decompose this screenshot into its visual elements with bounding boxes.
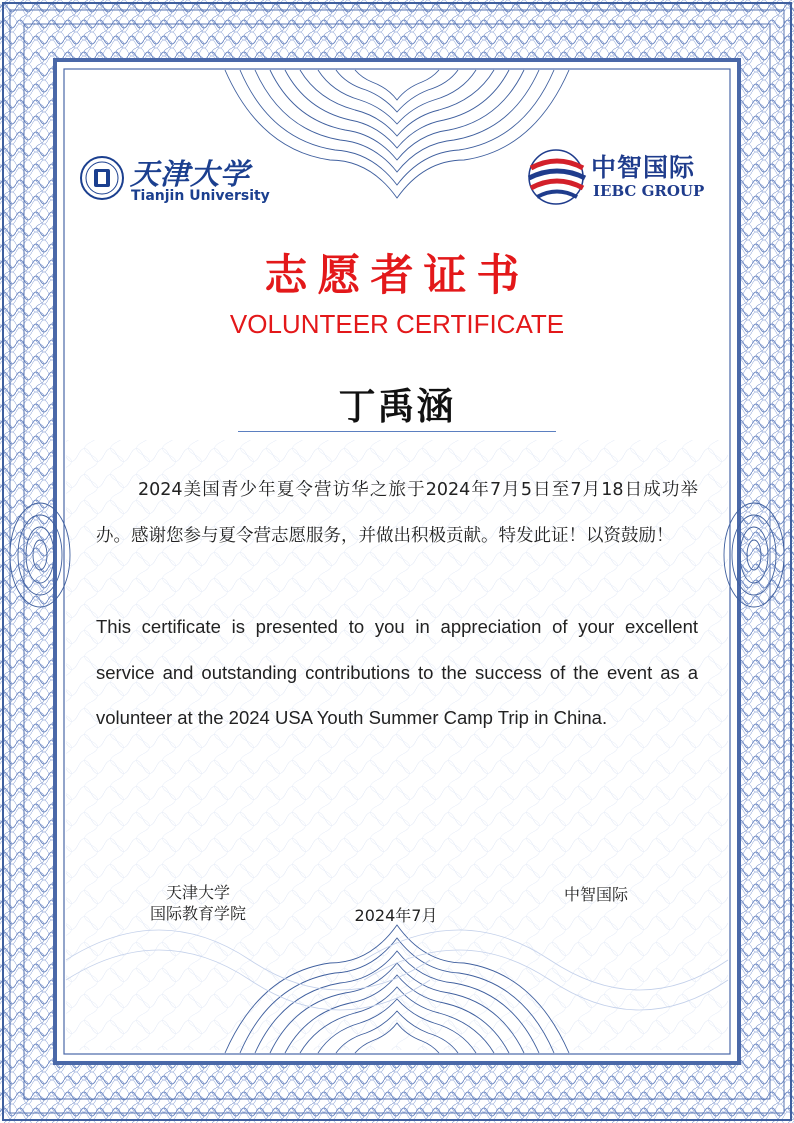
certificate-title-cn: 志愿者证书 bbox=[264, 251, 530, 301]
tianjin-university-logo bbox=[78, 150, 278, 210]
iebc-globe-icon bbox=[527, 148, 587, 206]
name-underline bbox=[238, 431, 556, 432]
certificate-body-en: This certificate is presented to you in appreciation of your excellent service and outstanding contributions to the success of the event as a volunteer at the 2024 USA Youth Summer Camp Trip in China. bbox=[96, 616, 698, 728]
certificate-title-en: VOLUNTEER CERTIFICATE bbox=[229, 309, 565, 339]
certificate-body-cn: 2024美国青少年夏令营访华之旅于2024年7月5日至7月18日成功举办。感谢您参与夏令营志愿服务，并做出积极贡献。特发此证！以资鼓励！ bbox=[96, 480, 698, 546]
signature-left-line1: 天津大学 bbox=[165, 883, 230, 902]
signature-left bbox=[120, 882, 276, 924]
tju-chinese-name: 天津大学 bbox=[130, 157, 251, 191]
iebc-group-logo bbox=[527, 148, 719, 208]
tju-english-name: Tianjin University bbox=[131, 188, 270, 204]
signature-right: 中智国际 bbox=[563, 885, 628, 904]
university-seal-icon bbox=[80, 156, 124, 200]
signature-left-line2: 国际教育学院 bbox=[149, 904, 246, 923]
iebc-english-name: IEBC GROUP bbox=[593, 182, 705, 200]
iebc-chinese-name: 中智国际 bbox=[591, 153, 696, 182]
issue-date: 2024年7月 bbox=[354, 906, 438, 925]
recipient-name: 丁禹涵 bbox=[338, 385, 456, 428]
